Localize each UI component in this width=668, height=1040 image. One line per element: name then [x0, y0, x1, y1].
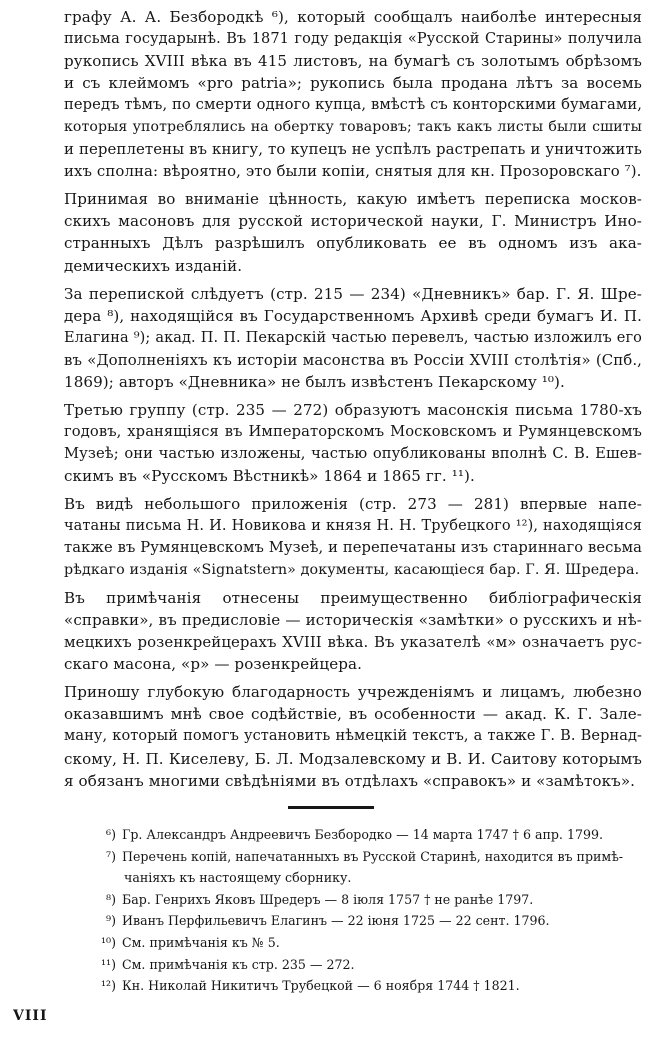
footnote-text: Иванъ Перфильевичъ Елагинъ — 22 іюня 1725 — 22 сент. 1796. — [122, 913, 550, 929]
text-line: я обязанъ многими свѣдѣніями въ отдѣлахъ «справокъ» и «замѣтокъ». — [64, 771, 636, 790]
text-line: скому, Н. П. Киселеву, Б. Л. Модзалевскому и В. И. Саитову которымъ — [64, 749, 642, 768]
body-text — [64, 6, 642, 792]
footnote-number: ¹²) — [100, 978, 116, 994]
footnote-number: ⁸) — [106, 891, 116, 907]
footnote-text: См. примѣчанія къ стр. 235 — 272. — [122, 956, 355, 972]
paragraph — [64, 6, 642, 182]
footnote-number: ⁶) — [106, 827, 116, 842]
text-line: За перепиской слѣдуетъ (стр. 215 — 234) «Дневникъ» бар. Г. Я. Шре- — [64, 284, 642, 303]
paragraph — [64, 283, 642, 393]
text-line: Въ примѣчанія отнесены преимущественно библіографическія — [64, 589, 642, 608]
text-line: странныхъ Дѣлъ разрѣшилъ опубликовать ее въ одномъ изъ ака- — [64, 234, 642, 253]
text-line: чатаны письма Н. И. Новикова и князя Н. Н. Трубецкого ¹²), находящіяся — [64, 518, 642, 535]
footnote — [86, 954, 646, 976]
footnote — [86, 910, 646, 932]
footnote-text: См. примѣчанія къ № 5. — [122, 934, 280, 950]
text-line: Приношу глубокую благодарность учрежденіямъ и лицамъ, любезно — [64, 683, 642, 702]
footnote-text: Кн. Николай Никитичъ Трубецкой — 6 ноября 1744 † 1821. — [122, 978, 520, 994]
text-line: также въ Румянцевскомъ Музеѣ, и перепечатаны изъ стариннаго весьма — [64, 539, 642, 557]
footnote-number: ⁹) — [106, 913, 116, 929]
text-line: рѣдкаго изданія «Signatstern» документы, касающіеся бар. Г. Я. Шредера. — [64, 562, 640, 579]
footnote-text: Перечень копій, напечатанныхъ въ Русской Старинѣ, находится въ примѣ- — [122, 848, 624, 864]
paragraph — [64, 587, 642, 675]
text-line: дера ⁸), находящійся въ Государственномъ Архивѣ среди бумагъ И. П. — [64, 306, 642, 325]
text-line: письма государынѣ. Въ 1871 году редакція «Русской Старины» получила — [64, 31, 642, 48]
paragraph — [64, 399, 642, 487]
footnote-text: Бар. Генрихъ Яковъ Шредеръ — 8 іюля 1757 † не ранѣе 1797. — [122, 891, 534, 907]
text-line: и переплетены въ книгу, то купецъ не успѣлъ растрепать и уничтожить — [64, 140, 642, 159]
paragraph — [64, 681, 642, 791]
footnote — [86, 975, 646, 997]
footnotes — [86, 824, 646, 997]
footnote — [86, 932, 646, 954]
paragraph — [64, 188, 642, 276]
text-line: скихъ масоновъ для русской исторической науки, Г. Министръ Ино- — [64, 212, 642, 231]
footnote — [86, 867, 646, 889]
text-line: 1869); авторъ «Дневника» не былъ извѣстенъ Пекарскому ¹⁰). — [64, 372, 565, 391]
footnote — [86, 846, 646, 868]
footnote-number: ⁷) — [106, 848, 116, 864]
text-line: Третью группу (стр. 235 — 272) образуютъ масонскія письма 1780-хъ — [64, 400, 642, 419]
text-line: Елагина ⁹); акад. П. П. Пекарскій частью перевелъ, частью изложилъ его — [64, 329, 642, 346]
text-line: скимъ въ «Русскомъ Вѣстникѣ» 1864 и 1865 гг. ¹¹). — [64, 466, 475, 485]
text-line: передъ тѣмъ, по смерти одного купца, вмѣстѣ съ конторскими бумагами, — [64, 96, 642, 114]
footnote — [86, 824, 646, 846]
text-line: оказавшимъ мнѣ свое содѣйствіе, въ особенности — акад. К. Г. Зале- — [64, 705, 642, 724]
text-line: и съ клеймомъ «pro patria»; рукопись была продана лѣтъ за восемь — [64, 74, 642, 93]
text-line: графу А. А. Безбородкѣ ⁶), который сообщалъ наиболѣе интересныя — [64, 8, 642, 26]
text-line: рукопись XVIII вѣка въ 415 листовъ, на бумагѣ съ золотымъ обрѣзомъ — [64, 52, 642, 71]
text-line: Музеѣ; они частью изложены, частью опубликованы вполнѣ С. В. Ешев- — [64, 444, 642, 462]
text-line: которыя употреблялись на обертку товаровъ; такъ какъ листы были сшиты — [64, 119, 642, 136]
footnote-text: чаніяхъ къ настоящему сборнику. — [124, 870, 352, 886]
text-line: Въ видѣ небольшого приложенія (стр. 273 — 281) впервые напе- — [64, 494, 642, 513]
footnote-separator — [288, 806, 374, 809]
text-line: въ «Дополненіяхъ къ исторіи масонства въ Россіи XVIII столѣтія» (Спб., — [64, 350, 642, 369]
footnote-number: ¹⁰) — [100, 934, 116, 950]
text-line: годовъ, хранящіяся въ Императорскомъ Московскомъ и Румянцевскомъ — [64, 422, 642, 440]
text-line: мецкихъ розенкрейцерахъ XVIII вѣка. Въ указателѣ «м» означаетъ рус- — [64, 633, 642, 652]
text-line: Принимая во вниманіе цѣнность, какую имѣетъ переписка москов- — [64, 190, 642, 209]
text-line: скаго масона, «р» — розенкрейцера. — [64, 655, 362, 674]
footnote-number: ¹¹) — [100, 956, 116, 972]
page-number: VIII — [13, 1008, 48, 1024]
text-line: ману, который помогъ установить нѣмецкій текстъ, а также Г. В. Вернад- — [64, 728, 642, 745]
paragraph — [64, 493, 642, 581]
text-line: ихъ сполна: вѣроятно, это были копіи, снятыя для кн. Прозоровскаго ⁷). — [64, 162, 642, 181]
footnote — [86, 889, 646, 911]
text-line: «справки», въ предисловіе — историческія «замѣтки» о русскихъ и нѣ- — [64, 611, 642, 630]
footnote-text: Гр. Александръ Андреевичъ Безбородко — 14 марта 1747 † 6 апр. 1799. — [122, 827, 603, 842]
text-line: демическихъ изданій. — [64, 256, 243, 275]
